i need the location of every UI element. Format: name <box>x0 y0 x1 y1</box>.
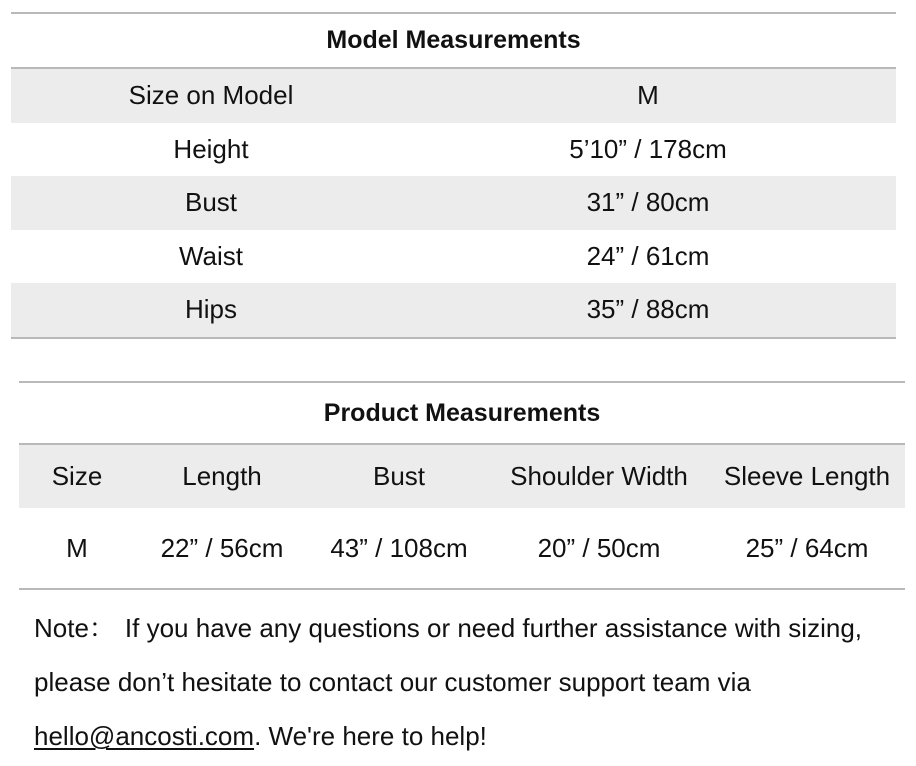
row-value: 5’10” / 178cm <box>569 133 727 164</box>
table-row <box>11 176 896 230</box>
table-row <box>19 508 905 588</box>
column-header-length: Length <box>182 461 262 491</box>
table-row <box>11 69 896 123</box>
row-label: Bust <box>184 187 238 218</box>
cell-bust: 43” / 108cm <box>330 532 468 563</box>
note-line-1 <box>34 601 904 655</box>
table-header-row <box>19 445 905 508</box>
table-row <box>11 283 896 337</box>
cell-size: M <box>66 532 88 563</box>
cell-shoulder-width: 20” / 50cm <box>537 532 661 563</box>
column-header-shoulder-width: Shoulder Width <box>510 461 688 491</box>
cell-length: 22” / 56cm <box>160 532 284 563</box>
row-label: Hips <box>184 294 237 325</box>
model-measurements-table <box>11 12 896 339</box>
column-header-size: Size <box>51 461 103 491</box>
table-row <box>11 230 896 284</box>
row-label: Waist <box>178 240 244 271</box>
note-line-3 <box>34 709 904 763</box>
table-row <box>11 123 896 177</box>
note-label: Note： <box>34 613 115 643</box>
row-value: 31” / 80cm <box>586 187 710 218</box>
product-measurements-table <box>19 381 905 590</box>
note-line-2: please don’t hesitate to contact our customer support team via <box>34 667 751 697</box>
model-measurements-title: Model Measurements <box>11 14 896 69</box>
column-header-bust: Bust <box>372 461 426 491</box>
row-value: 35” / 88cm <box>586 294 710 325</box>
row-value: M <box>637 80 659 111</box>
product-measurements-title: Product Measurements <box>19 383 905 445</box>
support-email-link[interactable]: hello@ancosti.com <box>34 721 255 751</box>
column-header-sleeve-length: Sleeve Length <box>723 461 891 491</box>
note-text-line-1: If you have any questions or need further assistance with sizing, <box>124 613 862 643</box>
note-text-line-3: . We're here to help! <box>254 721 487 751</box>
row-value: 24” / 61cm <box>586 240 710 271</box>
sizing-note <box>34 601 904 763</box>
row-label: Size on Model <box>128 80 294 111</box>
row-label: Height <box>173 133 249 164</box>
cell-sleeve-length: 25” / 64cm <box>745 532 869 563</box>
